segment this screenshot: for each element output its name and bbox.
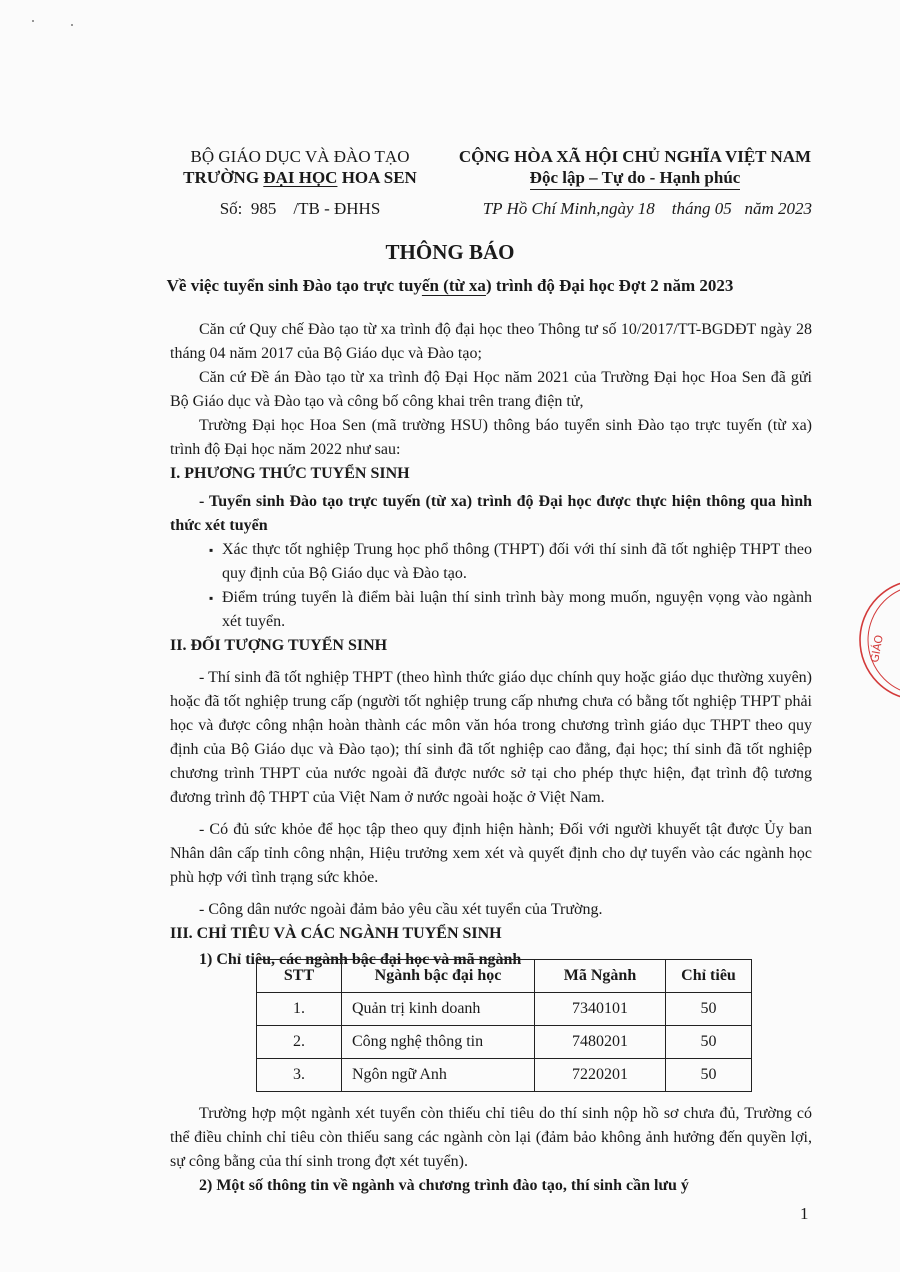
scan-speck <box>32 20 34 22</box>
table-row <box>257 993 752 1026</box>
table-row <box>257 1059 752 1092</box>
quota-table <box>256 959 752 1092</box>
eligibility-paragraph: - Thí sinh đã tốt nghiệp THPT (theo hình thức giáo dục chính quy hoặc giáo dục thường xuyên) hoặc đã tốt nghiệp trung cấp (người tốt nghiệp trung cấp nhưng chưa có bằng tốt nghiệp THPT phải học và được công nhận hoàn thành các môn văn hóa trong chương trình giáo dục THPT theo quy định của Bộ Giáo dục và Đào tạo); thí sinh đã tốt nghiệp cao đẳng, đại học; thí sinh đã tốt nghiệp chương trình THPT của nước ngoài đã được nước sở tại cho phép thực hiện, đạt trình độ tương đương trình độ THPT của Việt Nam ở nước ngoài hoặc ở Việt Nam. <box>170 669 812 806</box>
cell-major: Công nghệ thông tin <box>342 1026 535 1059</box>
eligibility-paragraph: - Có đủ sức khỏe để học tập theo quy định hiện hành; Đối với người khuyết tật được Ủy ban Nhân dân cấp tỉnh công nhận, Hiệu trưởng xem xét và quyết định cho dự tuyển vào các ngành học phù hợp với tình trạng sức khỏe. <box>170 821 812 886</box>
preamble-paragraph: Căn cứ Quy chế Đào tạo từ xa trình độ đại học theo Thông tư số 10/2017/TT-BGDĐT ngày 28 tháng 04 năm 2017 của Bộ Giáo dục và Đào tạo; <box>170 321 812 362</box>
place-date: TP Hồ Chí Minh,ngày 18 tháng 05 năm 2023 <box>482 199 812 218</box>
list-item: ▪ Xác thực tốt nghiệp Trung học phổ thông (THPT) đối với thí sinh đã tốt nghiệp THPT theo quy định của Bộ Giáo dục và Đào tạo. <box>170 538 812 586</box>
col-header-code: Mã Ngành <box>535 960 666 993</box>
table-row <box>257 1026 752 1059</box>
col-header-stt: STT <box>257 960 342 993</box>
section-heading: II. ĐỐI TƯỢNG TUYỂN SINH <box>170 637 388 654</box>
cell-code: 7340101 <box>535 993 666 1026</box>
cell-code: 7220201 <box>535 1059 666 1092</box>
cell-quota: 50 <box>666 993 752 1026</box>
republic-name: CỘNG HÒA XÃ HỘI CHỦ NGHĨA VIỆT NAM <box>458 147 812 166</box>
list-item: ▪ Điểm trúng tuyển là điểm bài luận thí sinh trình bày mong muốn, nguyện vọng vào ngành xét tuyển. <box>170 586 812 634</box>
cell-quota: 50 <box>666 1059 752 1092</box>
col-header-major: Ngành bậc đại học <box>342 960 535 993</box>
subsection-heading: 2) Một số thông tin về ngành và chương trình đào tạo, thí sinh cần lưu ý <box>199 1177 689 1194</box>
section-heading: III. CHỈ TIÊU VÀ CÁC NGÀNH TUYỂN SINH <box>170 925 502 942</box>
stamp-text: GIÁO <box>868 633 886 664</box>
official-stamp <box>858 575 900 705</box>
document-subtitle: Về việc tuyển sinh Đào tạo trực tuyến (từ xa) trình độ Đại học Đợt 2 năm 2023 <box>166 276 734 295</box>
admission-methods-list <box>170 538 812 634</box>
ministry-name: BỘ GIÁO DỤC VÀ ĐÀO TẠO <box>190 147 410 166</box>
university-name: TRƯỜNG ĐẠI HỌC HOA SEN <box>183 168 417 187</box>
col-header-quota: Chỉ tiêu <box>666 960 752 993</box>
document-title: THÔNG BÁO <box>385 240 515 264</box>
section-heading: I. PHƯƠNG THỨC TUYỂN SINH <box>170 465 410 482</box>
cell-major: Ngôn ngữ Anh <box>342 1059 535 1092</box>
cell-quota: 50 <box>666 1026 752 1059</box>
document-body <box>170 318 812 972</box>
cell-stt: 1. <box>257 993 342 1026</box>
cell-code: 7480201 <box>535 1026 666 1059</box>
national-header <box>440 146 830 219</box>
preamble-paragraph: Trường Đại học Hoa Sen (mã trường HSU) thông báo tuyển sinh Đào tạo trực tuyến (từ xa) trình độ Đại học năm 2022 như sau: <box>170 417 812 458</box>
eligibility-paragraph: - Công dân nước ngoài đảm bảo yêu cầu xét tuyển của Trường. <box>199 901 603 918</box>
page-number: 1 <box>800 1204 809 1223</box>
scan-speck <box>71 24 73 26</box>
quota-note: Trường hợp một ngành xét tuyển còn thiếu chỉ tiêu do thí sinh nộp hồ sơ chưa đủ, Trường có thể điều chỉnh chỉ tiêu còn thiếu sang các ngành còn lại (đảm bảo không ảnh hưởng đến quyền lợi, sự công bằng của thí sinh trong đợt xét tuyển). <box>170 1105 812 1170</box>
preamble-paragraph: Căn cứ Đề án Đào tạo từ xa trình độ Đại Học năm 2021 của Trường Đại học Hoa Sen đã gửi Bộ Giáo dục và Đào tạo và công bố công khai trên trang điện tử, <box>170 369 812 410</box>
section-lead: - Tuyển sinh Đào tạo trực tuyến (từ xa) trình độ Đại học được thực hiện thông qua hình thức xét tuyển <box>170 493 812 534</box>
document-body-continued <box>170 1102 812 1198</box>
table-header-row <box>257 960 752 993</box>
national-motto: Độc lập – Tự do - Hạnh phúc <box>530 167 741 190</box>
document-number: Số: 985 /TB - ĐHHS <box>219 199 381 218</box>
subsection-heading: 1) Chỉ tiêu, các ngành bậc đại học và mã ngành <box>199 951 522 968</box>
cell-stt: 3. <box>257 1059 342 1092</box>
cell-major: Quản trị kinh doanh <box>342 993 535 1026</box>
issuer-block <box>170 146 430 219</box>
cell-stt: 2. <box>257 1026 342 1059</box>
